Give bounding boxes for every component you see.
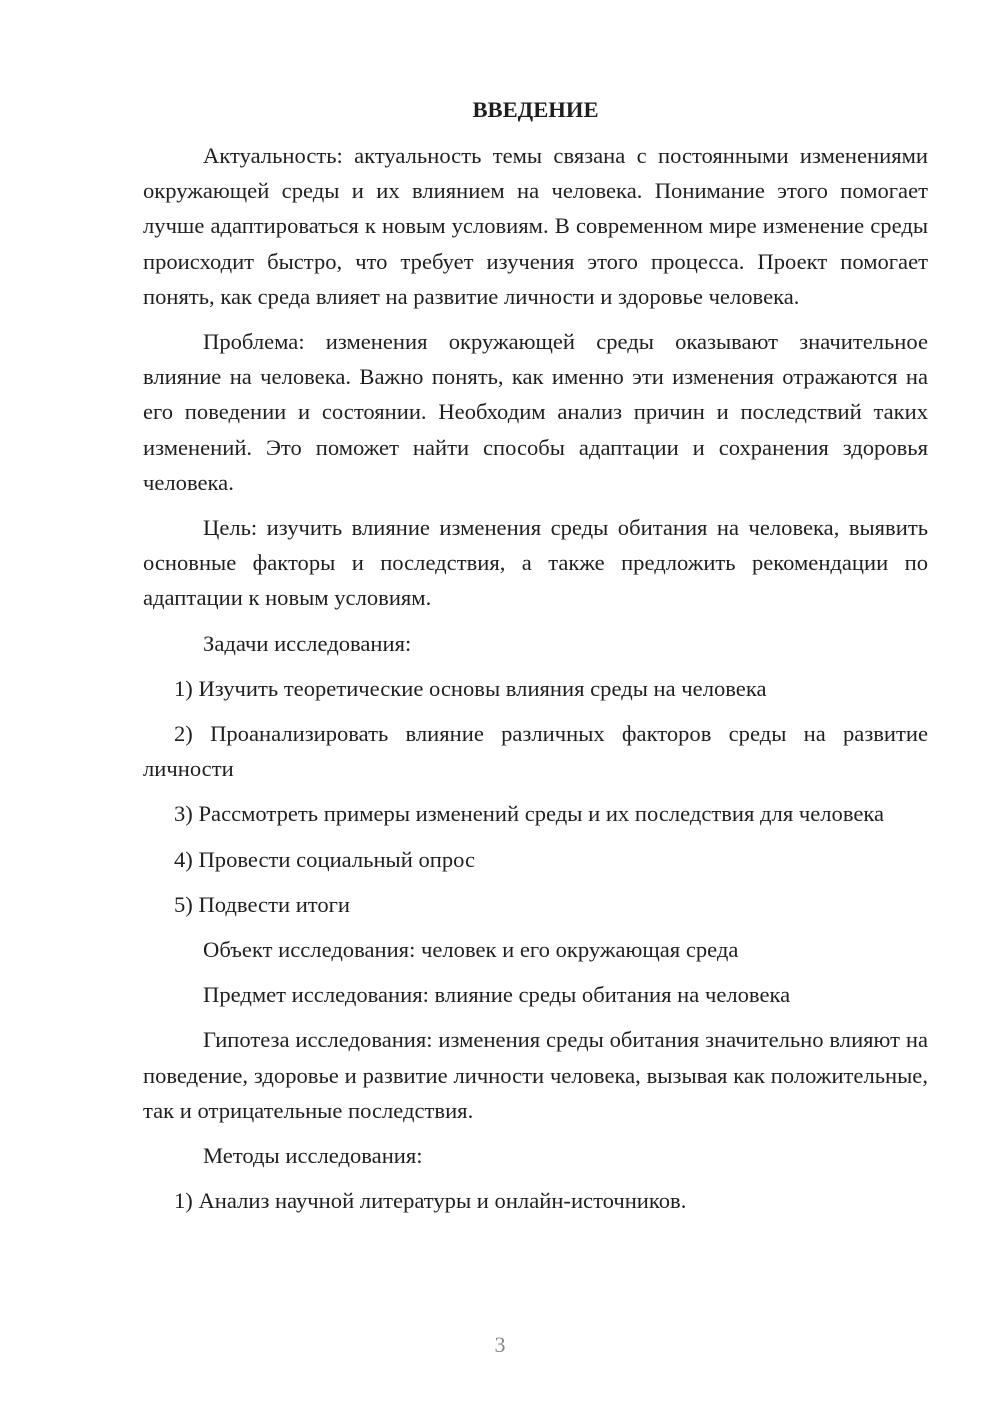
paragraph-problem: Проблема: изменения окружающей среды оказывают значительное влияние на человека. Важно понять, как именно эти изменения отражаются на его поведении и состоянии. Необходим анализ причин и последствий таких изменений. Это поможет найти способы адаптации и сохранения здоровья человека. — [143, 329, 928, 495]
paragraph-object: Объект исследования: человек и его окружающая среда — [203, 937, 739, 963]
paragraph-hypothesis: Гипотеза исследования: изменения среды обитания значительно влияют на поведение, здоровье и развитие личности человека, вызывая как положительные, так и отрицательные последствия. — [143, 1027, 928, 1123]
task-item-2: 2) Проанализировать влияние различных факторов среды на развитие личности — [143, 721, 928, 782]
paragraph-goal: Цель: изучить влияние изменения среды обитания на человека, выявить основные факторы и последствия, а также предложить рекомендации по адаптации к новым условиям. — [143, 515, 928, 611]
page-number: 3 — [494, 1332, 506, 1357]
task-item-4: 4) Провести социальный опрос — [174, 846, 476, 872]
task-item-5: 5) Подвести итоги — [174, 891, 351, 917]
paragraph-subject: Предмет исследования: влияние среды обитания на человека — [203, 982, 791, 1008]
section-title: ВВЕДЕНИЕ — [472, 97, 599, 122]
method-item-1: 1) Анализ научной литературы и онлайн-источников. — [174, 1188, 687, 1214]
document-page — [143, 92, 928, 1228]
task-item-3: 3) Рассмотреть примеры изменений среды и их последствия для человека — [174, 801, 885, 827]
task-item-1: 1) Изучить теоретические основы влияния среды на человека — [174, 675, 767, 701]
methods-heading: Методы исследования: — [203, 1143, 423, 1169]
tasks-heading: Задачи исследования: — [203, 630, 412, 656]
paragraph-relevance: Актуальность: актуальность темы связана с постоянными изменениями окружающей среды и их влиянием на человека. Понимание этого помогает лучше адаптироваться к новым условиям. В современном мире изменение среды происходит быстро, что требует изучения этого процесса. Проект помогает понять, как среда влияет на развитие личности и здоровье человека. — [143, 143, 928, 309]
